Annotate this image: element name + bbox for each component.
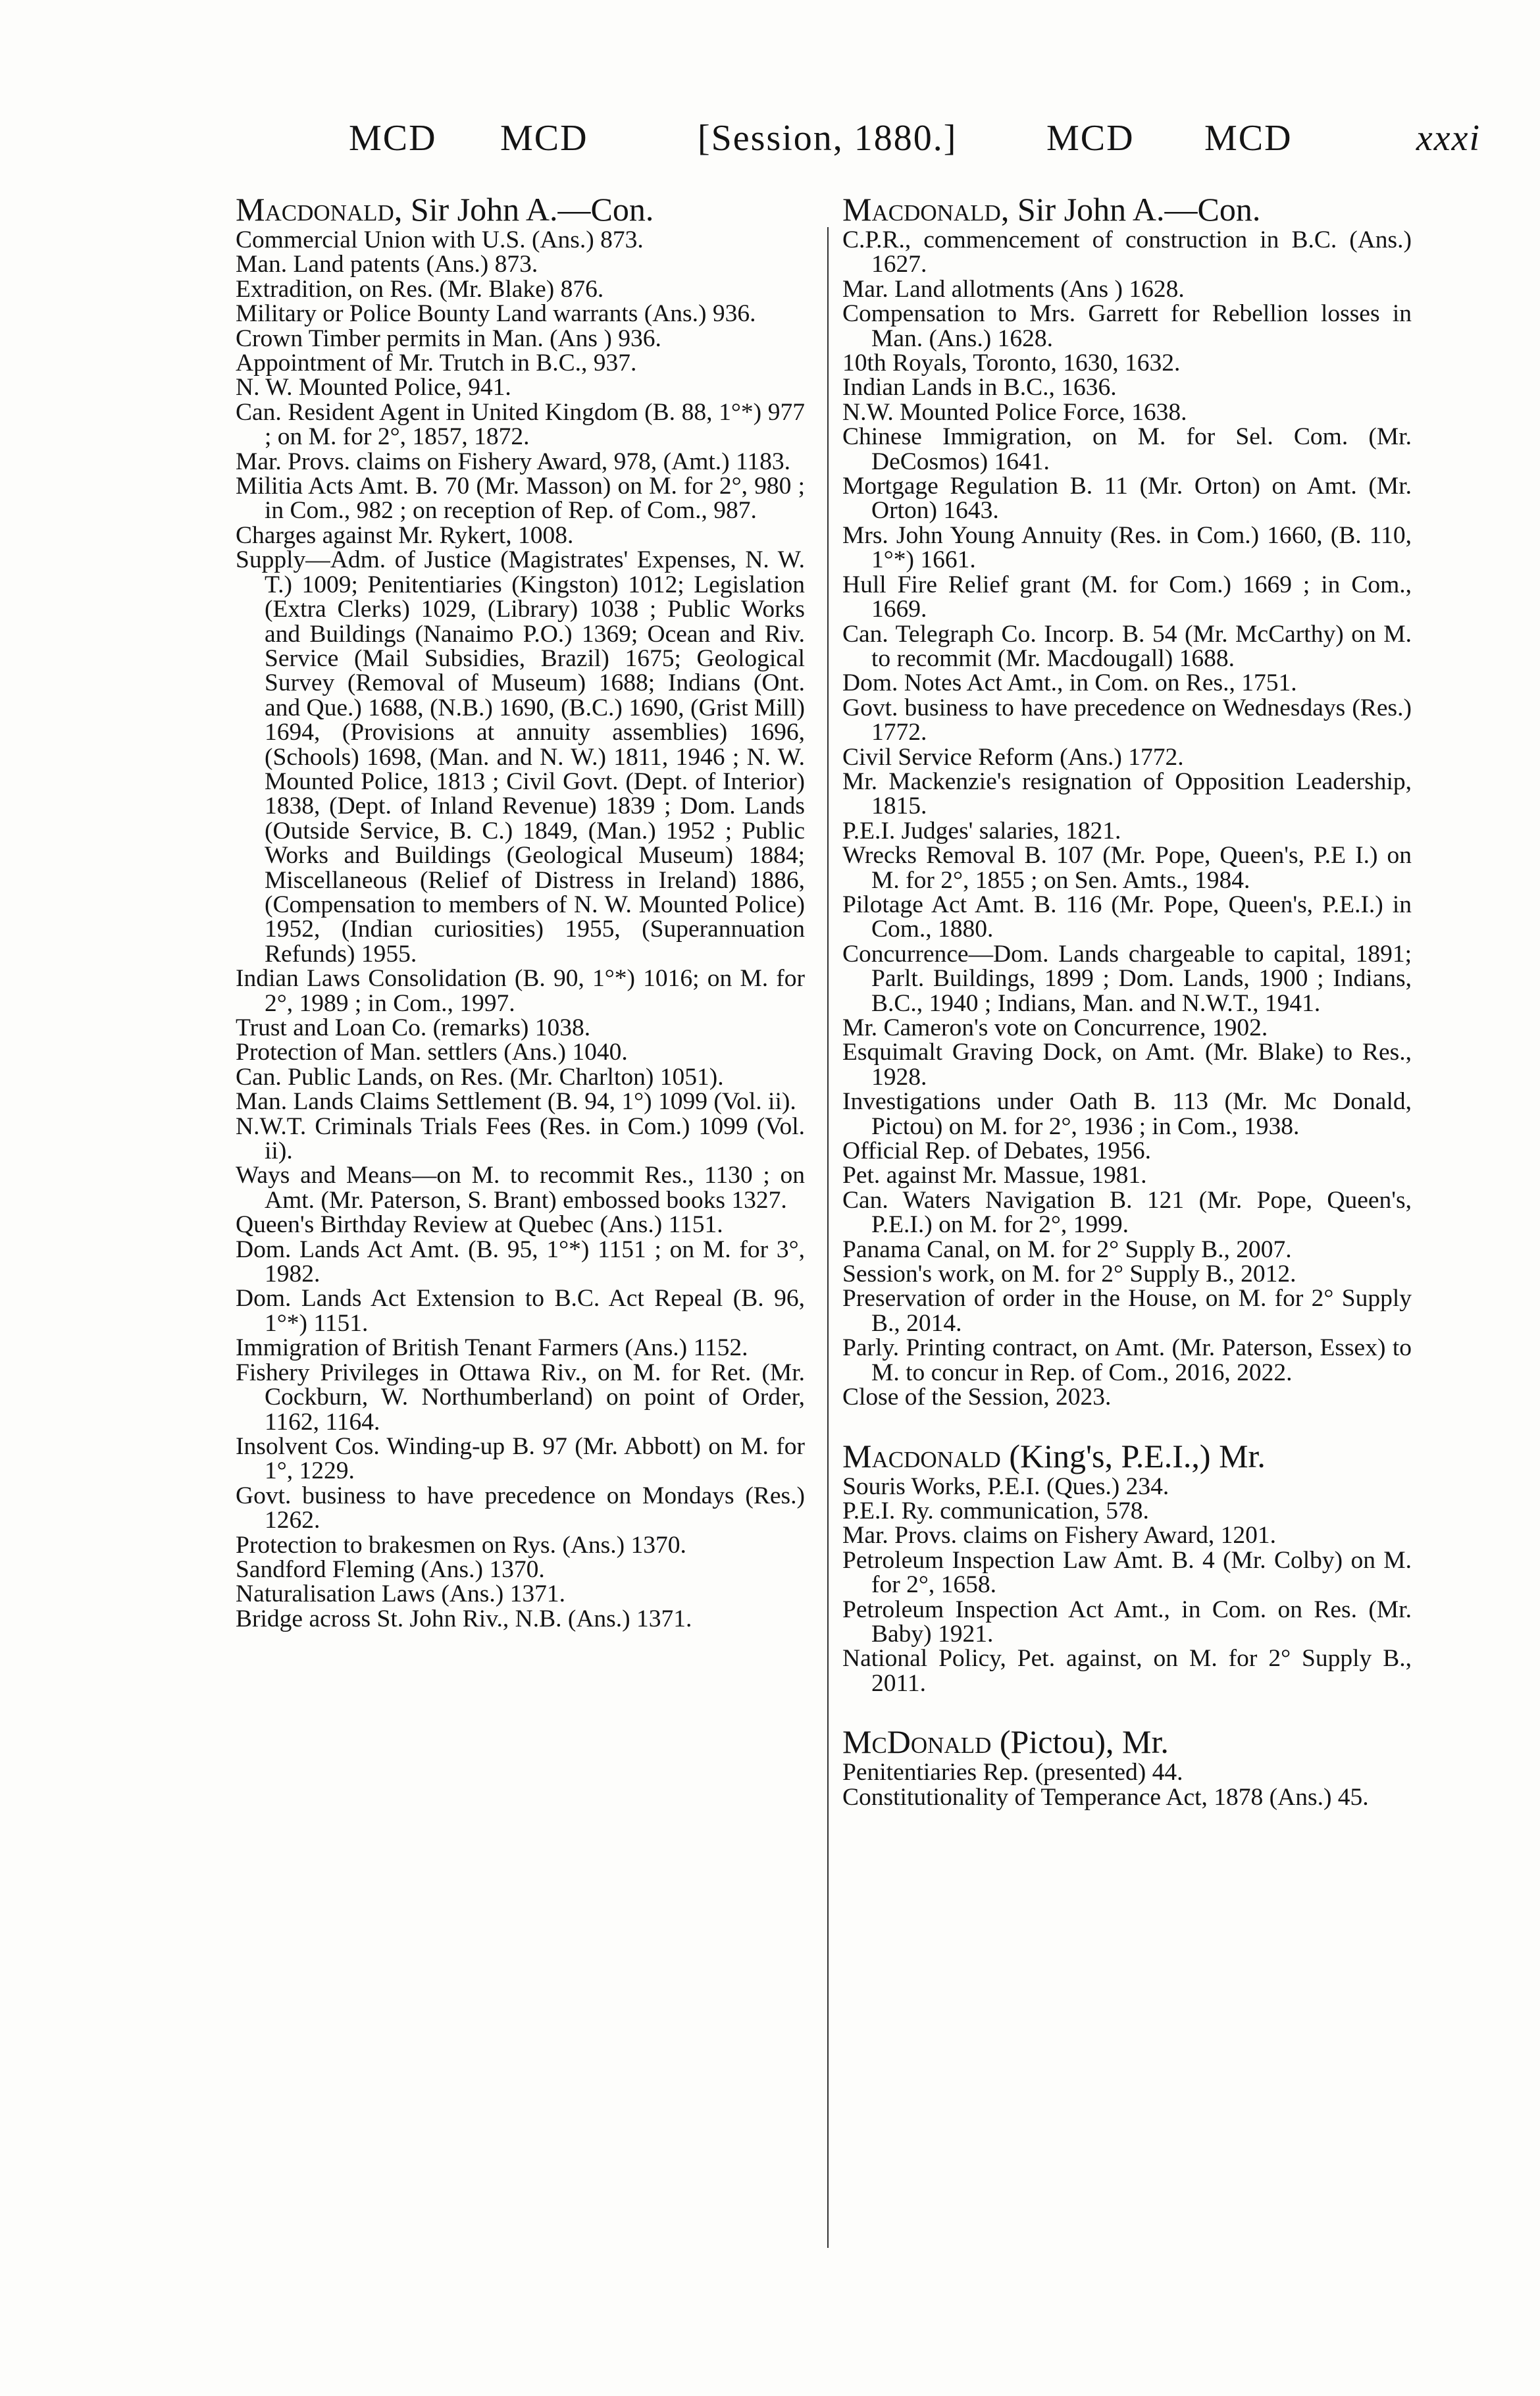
index-entry: Extradition, on Res. (Mr. Blake) 876. [236,275,604,303]
index-entry: Penitentiaries Rep. (presented) 44. [842,1759,1183,1786]
index-entry: Govt. business to have precedence on Wednesdays (Res.) 1772. [842,694,1412,746]
heading-rest: (King's, P.E.I.,) Mr. [1000,1437,1266,1474]
header-index-left-1: MCD [349,118,437,159]
index-entry: Dom. Lands Act Extension to B.C. Act Repeal (B. 96, 1°*) 1151. [236,1285,805,1337]
header-index-right-2: MCD [1204,118,1293,159]
header-index-left-2: MCD [500,118,588,159]
index-entry: Ways and Means—on M. to recommit Res., 1130 ; on Amt. (Mr. Paterson, S. Brant) embossed books 1327. [236,1162,805,1214]
column-divider [827,227,829,2248]
index-entry: Govt. business to have precedence on Mondays (Res.) 1262. [236,1482,805,1534]
index-entry: Charges against Mr. Rykert, 1008. [236,521,574,549]
index-entry: Official Rep. of Debates, 1956. [842,1137,1151,1165]
index-entry: Parly. Printing contract, on Amt. (Mr. Paterson, Essex) to M. to concur in Rep. of Com., 2016, 2022. [842,1334,1412,1386]
index-entry: Dom. Notes Act Amt., in Com. on Res., 1751. [842,669,1297,697]
entry-list [236,228,805,1631]
heading-surname: Macdonald [842,1437,1001,1474]
heading-surname: Macdonald [236,191,394,228]
index-entry: National Policy, Pet. against, on M. for 2° Supply B., 2011. [842,1645,1412,1697]
index-entry: Indian Laws Consolidation (B. 90, 1°*) 1016; on M. for 2°, 1989 ; in Com., 1997. [236,965,805,1017]
index-entry: Protection to brakesmen on Rys. (Ans.) 1370. [236,1531,686,1559]
index-entry: Mar. Land allotments (Ans ) 1628. [842,275,1185,303]
index-entry: Appointment of Mr. Trutch in B.C., 937. [236,350,637,377]
entry-heading-pictou [842,1725,1412,1759]
index-entry: N. W. Mounted Police, 941. [236,374,511,402]
index-entry: Fishery Privileges in Ottawa Riv., on M. for Ret. (Mr. Cockburn, W. Northumberland) on point of Order, 1162, 1164. [236,1359,805,1436]
index-entry: Dom. Lands Act Amt. (B. 95, 1°*) 1151 ; on M. for 3°, 1982. [236,1236,805,1288]
index-entry: N.W.T. Criminals Trials Fees (Res. in Com.) 1099 (Vol. ii). [236,1112,805,1165]
index-entry: Chinese Immigration, on M. for Sel. Com. (Mr. DeCosmos) 1641. [842,423,1412,475]
index-entry: Commercial Union with U.S. (Ans.) 873. [236,226,644,253]
index-entry: Mar. Provs. claims on Fishery Award, 978, (Amt.) 1183. [236,448,791,475]
index-entry: Immigration of British Tenant Farmers (Ans.) 1152. [236,1334,748,1362]
index-entry: Queen's Birthday Review at Quebec (Ans.) 1151. [236,1211,723,1239]
index-entry: Preservation of order in the House, on M. for 2° Supply B., 2014. [842,1285,1412,1337]
entry-list [842,1474,1412,1696]
entry-heading-kings [842,1439,1412,1473]
index-entry: Sandford Fleming (Ans.) 1370. [236,1555,545,1583]
index-entry: C.P.R., commencement of construction in B.C. (Ans.) 1627. [842,226,1412,278]
index-entry: Can. Telegraph Co. Incorp. B. 54 (Mr. McCarthy) on M. to recommit (Mr. Macdougall) 1688. [842,620,1412,672]
right-column [842,192,1412,1810]
index-entry: Naturalisation Laws (Ans.) 1371. [236,1580,565,1608]
index-entry: Can. Resident Agent in United Kingdom (B. 88, 1°*) 977 ; on M. for 2°, 1857, 1872. [236,398,805,451]
index-entry: Wrecks Removal B. 107 (Mr. Pope, Queen's, P.E I.) on M. for 2°, 1855 ; on Sen. Amts., 1984. [842,842,1412,894]
index-entry: Trust and Loan Co. (remarks) 1038. [236,1014,591,1041]
index-entry: Crown Timber permits in Man. (Ans ) 936. [236,325,661,352]
heading-rest: , Sir John A.—Con. [394,191,654,228]
heading-surname: McDonald [842,1723,992,1761]
heading-surname: Macdonald [842,191,1001,228]
page-number: xxxi [1416,118,1481,159]
index-entry: Supply—Adm. of Justice (Magistrates' Expenses, N. W. T.) 1009; Penitentiaries (Kingston) 1012; Legislation (Extra Clerks) 1029, (Library) 1038 ; Public Works and Buildings (Nanaimo P.O.) 1369; Ocean and Riv. Service (Mail Subsidies, Brazil) 1675; Geological Survey (Removal of Museum) 1688; Indians (Ont. and Que.) 1688, (N.B.) 1690, (B.C.) 1690, (Grist Mill) 1694, (Provisions at annuity assemblies) 1696, (Schools) 1698, (Man. and N. W.) 1811, 1946 ; N. W. Mounted Police, 1813 ; Civil Govt. (Dept. of Interior) 1838, (Dept. of Inland Revenue) 1839 ; Dom. Lands (Outside Service, B. C.) 1849, (Man.) 1952 ; Public Works and Buildings (Geological Museum) 1884; Miscellaneous (Relief of Distress in Ireland) 1886, (Compensation to members of N. W. Mounted Police) 1952, (Indian curiosities) 1955, (Superannuation Refunds) 1955. [236,546,805,968]
index-entry: 10th Royals, Toronto, 1630, 1632. [842,350,1181,377]
index-entry: Man. Lands Claims Settlement (B. 94, 1°) 1099 (Vol. ii). [236,1088,796,1116]
index-entry: Esquimalt Graving Dock, on Amt. (Mr. Blake) to Res., 1928. [842,1039,1412,1091]
index-entry: Close of the Session, 2023. [842,1384,1112,1411]
index-entry: P.E.I. Ry. communication, 578. [842,1497,1149,1524]
index-entry: Souris Works, P.E.I. (Ques.) 234. [842,1472,1169,1500]
index-entry: Protection of Man. settlers (Ans.) 1040. [236,1039,628,1066]
index-entry: Pilotage Act Amt. B. 116 (Mr. Pope, Queen's, P.E.I.) in Com., 1880. [842,891,1412,943]
index-entry: Session's work, on M. for 2° Supply B., 2012. [842,1261,1296,1288]
index-entry: Can. Waters Navigation B. 121 (Mr. Pope, Queen's, P.E.I.) on M. for 2°, 1999. [842,1186,1412,1239]
entry-heading [236,192,805,226]
index-entry: Civil Service Reform (Ans.) 1772. [842,743,1184,771]
index-entry: Mortgage Regulation B. 11 (Mr. Orton) on Amt. (Mr. Orton) 1643. [842,473,1412,525]
left-column [236,192,805,1631]
index-entry: Hull Fire Relief grant (M. for Com.) 1669 ; in Com., 1669. [842,571,1412,623]
index-entry: Mr. Cameron's vote on Concurrence, 1902. [842,1014,1268,1041]
index-entry: Indian Lands in B.C., 1636. [842,374,1117,402]
entry-list [842,228,1412,1410]
index-entry: Investigations under Oath B. 113 (Mr. Mc Donald, Pictou) on M. for 2°, 1936 ; in Com., 1938. [842,1088,1412,1140]
index-entry: Mar. Provs. claims on Fishery Award, 1201. [842,1522,1277,1550]
index-entry: Petroleum Inspection Act Amt., in Com. on Res. (Mr. Baby) 1921. [842,1596,1412,1648]
header-session: [Session, 1880.] [698,118,958,159]
heading-rest: , Sir John A.—Con. [1000,191,1261,228]
running-header [349,117,1481,170]
index-entry: Militia Acts Amt. B. 70 (Mr. Masson) on M. for 2°, 980 ; in Com., 982 ; on reception of Rep. of Com., 987. [236,473,805,525]
index-entry: Military or Police Bounty Land warrants (Ans.) 936. [236,300,756,328]
entry-heading [842,192,1412,226]
index-entry: Compensation to Mrs. Garrett for Rebellion losses in Man. (Ans.) 1628. [842,300,1412,352]
index-entry: Petroleum Inspection Law Amt. B. 4 (Mr. Colby) on M. for 2°, 1658. [842,1546,1412,1599]
index-entry: N.W. Mounted Police Force, 1638. [842,398,1187,426]
index-entry: Mrs. John Young Annuity (Res. in Com.) 1660, (B. 110, 1°*) 1661. [842,521,1412,574]
index-entry: Constitutionality of Temperance Act, 1878 (Ans.) 45. [842,1783,1369,1811]
index-entry: Panama Canal, on M. for 2° Supply B., 2007. [842,1236,1292,1263]
index-entry: P.E.I. Judges' salaries, 1821. [842,817,1121,845]
index-entry: Pet. against Mr. Massue, 1981. [842,1162,1147,1189]
index-entry: Bridge across St. John Riv., N.B. (Ans.) 1371. [236,1605,692,1632]
entry-list [842,1760,1412,1810]
index-entry: Man. Land patents (Ans.) 873. [236,251,538,278]
index-entry: Mr. Mackenzie's resignation of Opposition Leadership, 1815. [842,768,1412,820]
heading-rest: (Pictou), Mr. [991,1723,1169,1761]
index-entry: Insolvent Cos. Winding-up B. 97 (Mr. Abbott) on M. for 1°, 1229. [236,1432,805,1485]
header-index-right-1: MCD [1046,118,1135,159]
index-entry: Concurrence—Dom. Lands chargeable to capital, 1891; Parlt. Buildings, 1899 ; Dom. Lands, 1900 ; Indians, B.C., 1940 ; Indians, Man. and N.W.T., 1941. [842,940,1412,1017]
index-entry: Can. Public Lands, on Res. (Mr. Charlton) 1051). [236,1063,724,1091]
